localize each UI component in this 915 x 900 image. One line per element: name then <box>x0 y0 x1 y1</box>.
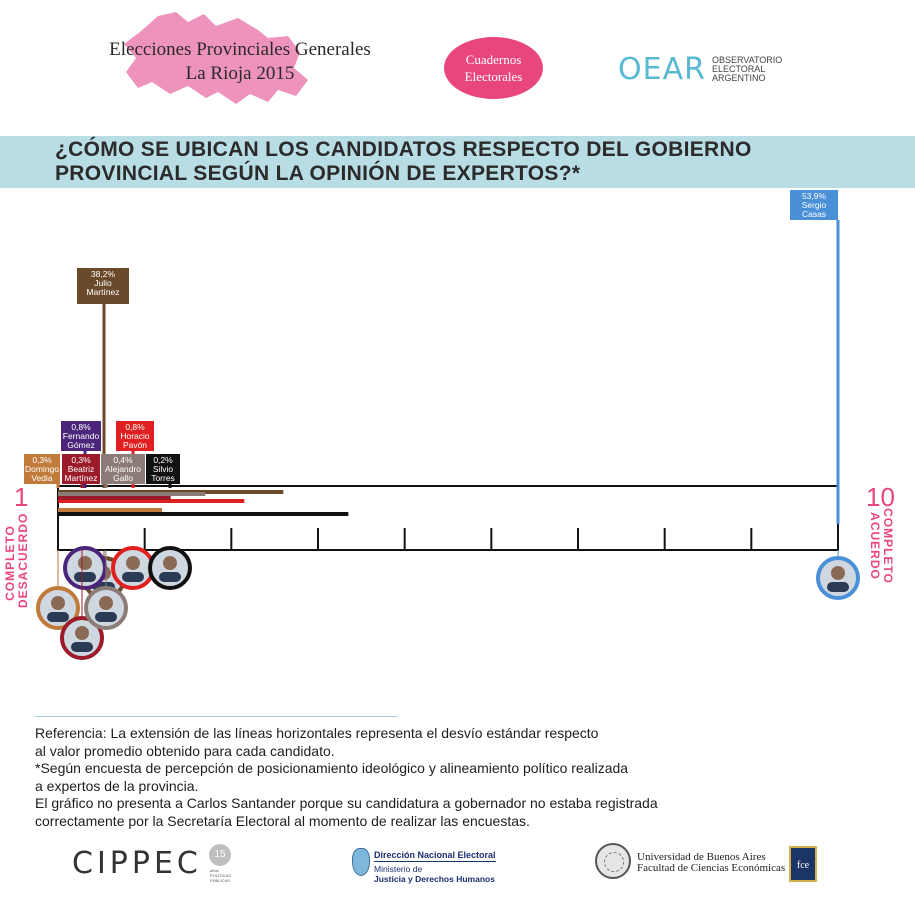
note-survey: *Según encuesta de percepción de posicionamiento ideológico y alineamiento político realizada <box>35 760 629 776</box>
avatar-face-domingo-vedia <box>51 596 65 610</box>
avatar-body-alejandro-gallo <box>95 612 117 622</box>
label-text-julio-martinez-1: Julio <box>94 278 112 288</box>
dne-line1: Dirección Nacional Electoral <box>374 850 496 860</box>
oear-logo-mark: OEAR <box>618 52 706 87</box>
label-text-horacio-pavon-0: 0,8% <box>125 422 145 432</box>
cuadernos-electorales-badge <box>444 37 543 99</box>
cippec-logo: CIPPEC <box>72 846 202 881</box>
label-text-julio-martinez-0: 38,2% <box>90 269 116 279</box>
label-text-domingo-vedia-0: 0,3% <box>32 455 52 465</box>
uba-logo <box>637 852 785 874</box>
note-santander: El gráfico no presenta a Carlos Santander porque su candidatura a gobernador no estaba registrada <box>35 795 658 811</box>
footer-logos <box>0 840 915 890</box>
avatar-face-alejandro-gallo <box>99 596 113 610</box>
label-text-fernando-gomez-1: Fernando <box>62 431 100 441</box>
label-text-horacio-pavon-1: Horacio <box>120 431 150 441</box>
oear-logo <box>618 52 782 87</box>
notes-divider <box>35 716 398 717</box>
label-text-domingo-vedia-1: Domingo <box>24 464 60 474</box>
dne-line3: Justicia y Derechos Humanos <box>374 874 495 884</box>
label-text-fernando-gomez-0: 0,8% <box>71 422 91 432</box>
label-text-sergio-casas-0: 53,9% <box>801 191 827 201</box>
cippec-sub2: POLÍTICAS <box>210 873 231 878</box>
label-text-alejandro-gallo-1: Alejandro <box>105 464 141 474</box>
chart-question-title: ¿CÓMO SE UBICAN LOS CANDIDATOS RESPECTO DEL GOBIERNO PROVINCIAL SEGÚN LA OPINIÓN DE EXPERTOS?* <box>55 138 752 185</box>
avatar-body-horacio-pavon <box>122 572 144 582</box>
label-text-fernando-gomez-2: Gómez <box>67 440 95 450</box>
label-text-horacio-pavon-2: Pavón <box>122 440 148 450</box>
notes <box>35 725 885 830</box>
header-title <box>95 38 385 86</box>
header-title-line2: La Rioja 2015 <box>185 63 295 84</box>
label-text-beatriz-martinez-1: Beatriz <box>67 464 95 474</box>
candidate-position-chart <box>0 188 915 708</box>
oear-line2: ELECTORAL <box>711 64 766 74</box>
avatar-face-fernando-gomez <box>78 556 92 570</box>
note-survey-cont: a expertos de la provincia. <box>35 777 199 794</box>
label-text-beatriz-martinez-0: 0,3% <box>71 455 91 465</box>
scale-left-number: 1 <box>14 482 29 512</box>
uba-line1: Universidad de Buenos Aires <box>637 851 766 863</box>
label-text-julio-martinez-2: Martínez <box>86 287 120 297</box>
oear-line1: OBSERVATORIO <box>711 55 783 65</box>
scale-right-number: 10 <box>866 482 895 512</box>
uba-seal-icon <box>595 843 631 879</box>
dne-line2: Ministerio de <box>374 864 423 874</box>
avatar-face-sergio-casas <box>831 566 845 580</box>
avatar-face-horacio-pavon <box>126 556 140 570</box>
note-santander-cont: correctamente por la Secretaría Electoral al momento de realizar las encuestas. <box>35 812 530 829</box>
label-text-silvio-torres-2: Torres <box>151 473 175 483</box>
label-text-sergio-casas-1: Sergio <box>801 200 827 210</box>
scale-left-label: COMPLETO DESACUERDO <box>3 512 30 608</box>
label-text-beatriz-martinez-2: Martínez <box>64 473 98 483</box>
label-text-alejandro-gallo-2: Gallo <box>113 473 133 483</box>
badge-line1: Cuadernos <box>465 52 522 67</box>
avatar-face-silvio-torres <box>163 556 177 570</box>
avatar-body-sergio-casas <box>827 582 849 592</box>
oear-line3: ARGENTINO <box>711 73 766 83</box>
label-text-sergio-casas-2: Casas <box>801 209 827 219</box>
cippec-sub1: años <box>210 868 219 873</box>
label-text-silvio-torres-1: Silvio <box>152 464 174 474</box>
dne-logo <box>374 850 496 884</box>
label-text-alejandro-gallo-0: 0,4% <box>113 455 133 465</box>
uba-line2: Facultad de Ciencias Económicas <box>637 862 786 874</box>
avatar-face-beatriz-martinez <box>75 626 89 640</box>
fce-logo: fce <box>789 846 817 882</box>
badge-line2: Electorales <box>464 69 523 84</box>
avatar-body-domingo-vedia <box>47 612 69 622</box>
note-reference: Referencia: La extensión de las líneas horizontales representa el desvío estándar respecto <box>35 725 599 741</box>
argentina-emblem-icon <box>352 848 370 876</box>
oear-logo-text <box>712 56 782 83</box>
avatar-body-fernando-gomez <box>74 572 96 582</box>
cippec-sub <box>210 868 231 883</box>
cippec-15-badge: 15 <box>209 844 231 866</box>
scale-right-label: COMPLETO ACUERDO <box>868 508 895 584</box>
cippec-sub3: PÚBLICAS <box>210 878 230 883</box>
avatar-body-beatriz-martinez <box>71 642 93 652</box>
header-title-line1: Elecciones Provinciales Generales <box>109 39 371 60</box>
label-text-silvio-torres-0: 0,2% <box>153 455 173 465</box>
avatar-body-silvio-torres <box>159 572 181 582</box>
note-reference-cont: al valor promedio obtenido para cada candidato. <box>35 742 335 759</box>
label-text-domingo-vedia-2: Vedia <box>31 473 53 483</box>
